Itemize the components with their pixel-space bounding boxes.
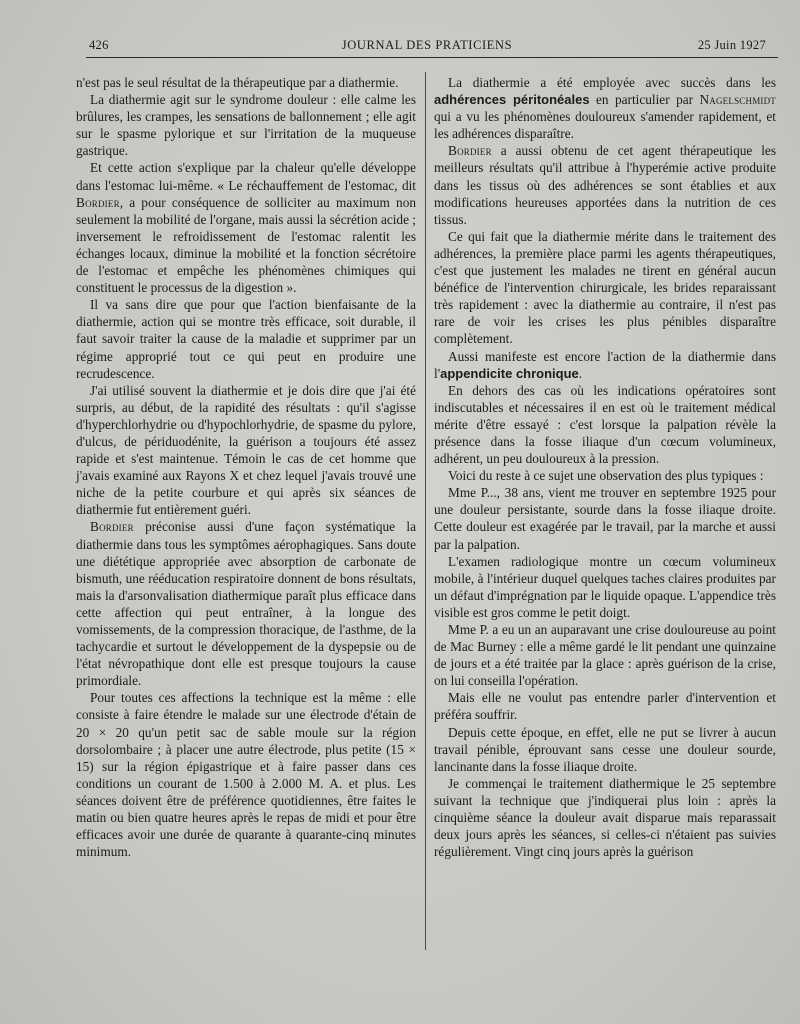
author-name: Bordier: [76, 194, 120, 210]
paragraph: Pour toutes ces affections la technique est la même : elle consiste à faire étendre le malade sur une électrode d'étain de 20 × 20 qu'un petit sac de sable moule sur la région dorsolombaire ; à placer une autre électrode, plus petite (15 × 15) sur la région épigastrique et à faire passer dans ces conditions un courant de 1.500 à 2.000 M. A. et plus. Les séances doivent être de préférence quotidiennes, être faites le matin ou bien quatre heures après le repas de midi et pour être efficaces avoir une durée de quarante à quarante-cinq minutes minimum.: [76, 690, 416, 860]
paragraph: Voici du reste à ce sujet une observation des plus typiques :: [448, 468, 764, 484]
left-column: [76, 74, 416, 860]
paragraph: L'examen radiologique montre un cœcum volumineux mobile, à l'intérieur duquel quelques taches claires produites par un défaut d'imprégnation par le liquide opaque. L'appendice très visible est gros comme le petit doigt.: [434, 553, 776, 620]
author-name: Bordier: [90, 519, 134, 535]
right-column: [434, 74, 776, 860]
paragraph: Bordier a aussi obtenu de cet agent thérapeutique les meilleurs résultats qu'il attribue à l'hyperémie active produite dans les tissus où des adhérences se sont établies et aux modifications heureuses apportées dans la nutrition de ces tissus.: [434, 143, 776, 227]
paragraph: Aussi manifeste est encore l'action de la diathermie dans l'appendicite chronique.: [434, 348, 776, 381]
bold-term: appendicite chronique: [440, 365, 579, 381]
paragraph: Mais elle ne voulut pas entendre parler d'intervention et préféra souffrir.: [434, 690, 776, 723]
bold-term: adhérences péritonéales: [434, 92, 590, 108]
journal-title: JOURNAL DES PRATICIENS: [341, 38, 513, 52]
page-number: 426: [89, 38, 109, 52]
paragraph: Mme P. a eu un an auparavant une crise douloureuse au point de Mac Burney : elle a même gardé le lit pendant une quinzaine de jours et a été traitée par la glace : après guérison de la crise, on lui conseilla l'opération.: [434, 622, 776, 689]
paragraph: Depuis cette époque, en effet, elle ne put se livrer à aucun travail pénible, éprouvant sans cesse une douleur sourde, lancinante dans la fosse iliaque droite.: [434, 724, 776, 774]
paragraph: Ce qui fait que la diathermie mérite dans le traitement des adhérences, la première place parmi les agents thérapeutiques, c'est que justement les malades ne tirent en général aucun bénéfice de l'intervention chirurgicale, les brides reparaissant très rapidement : avec la diathermie au contraire, il n'est pas rare de voir les crises les plus pénibles disparaître complètement.: [434, 228, 776, 347]
column-divider: [425, 72, 426, 950]
paragraph: Mme P..., 38 ans, vient me trouver en septembre 1925 pour une douleur persistante, sourde dans la fosse iliaque droite. Cette douleur est exagérée par le travail, par la marche et aussi par la palpation.: [434, 485, 776, 552]
paragraph: Il va sans dire que pour que l'action bienfaisante de la diathermie, action qui se montre très efficace, soit durable, il faut savoir traiter la cause de la maladie et supprimer par un régime approprié tout ce qui peut en produire une recrudescence.: [76, 297, 416, 381]
author-name: Nagelschmidt: [699, 92, 776, 108]
issue-date: 25 Juin 1927: [697, 38, 766, 52]
running-header: [86, 38, 768, 56]
paragraph: En dehors des cas où les indications opératoires sont indiscutables et nécessaires il en est où le traitement médical mérite d'être essayé : c'est lorsque la palpation révèle la présence dans la fosse iliaque d'un cœcum volumineux, adhérent, un peu douloureux à la pression.: [434, 382, 776, 467]
paragraph: Et cette action s'explique par la chaleur qu'elle développe dans l'estomac lui-même. « Le réchauffement de l'estomac, dit Bordier, a pour conséquence de solliciter au maximum non seulement la mobilité de l'organe, mais aussi la sécrétion acide ; inversement le refroidissement de l'estomac ralentit les échanges locaux, diminue la mobilité et la fonction sécrétoire de l'estomac et empêche les phénomènes chimiques qui constituent le processus de la digestion ».: [76, 160, 417, 296]
paragraph: La diathermie a été employée avec succès dans les adhérences péritonéales en particulier par Nagelschmidt qui a vu les phénomènes douloureux s'amender rapidement, et les adhérences disparaître.: [434, 75, 776, 142]
paragraph: n'est pas le seul résultat de la thérapeutique par a diathermie.: [76, 75, 399, 90]
author-name: Bordier: [448, 143, 492, 159]
paragraph: J'ai utilisé souvent la diathermie et je dois dire que j'ai été surpris, au début, de la rapidité des résultats : qu'il s'agisse d'hyperchlorhydrie ou d'hypochlorhydrie, de spasme du pylore, d'ulcus, de périduodénite, la guérison a toujours été assez rapide et s'est maintenue. Témoin le cas de cet homme que j'avais examiné aux Rayons X et chez lequel j'avais trouvé une niche de la petite courbure et qui après six séances de diathermie fut entièrement guéri.: [76, 382, 416, 518]
paragraph: Bordier préconise aussi d'une façon systématique la diathermie dans tous les symptômes aérophagiques. Sans doute une diététique appropriée avec absorption de carbonate de bismuth, une rééducation respiratoire donnent de bons résultats, mais la d'arsonvalisation diathermique paraît plus efficace dans cette affection qui peut entraîner, à la longue des vomissements, de la compression thoracique, de l'asthme, de la tachycardie et surtout le développement de la dyspepsie ou de l'état névropathique dont elle est presque toujours la cause primordiale.: [76, 519, 416, 689]
paragraph: Je commençai le traitement diathermique le 25 septembre suivant la technique que j'indiquerai plus loin : après la cinquième séance la douleur avait disparue mais reparassait deux jours après les séances, si celles-ci n'étaient pas suivies régulièrement. Vingt cinq jours après la guérison: [434, 775, 776, 860]
paragraph: La diathermie agit sur le syndrome douleur : elle calme les brûlures, les crampes, les sensations de ballonnement ; elle agit sur le spasme pylorique et sur l'irritation de la muqueuse gastrique.: [76, 92, 416, 159]
header-rule: [86, 57, 778, 58]
